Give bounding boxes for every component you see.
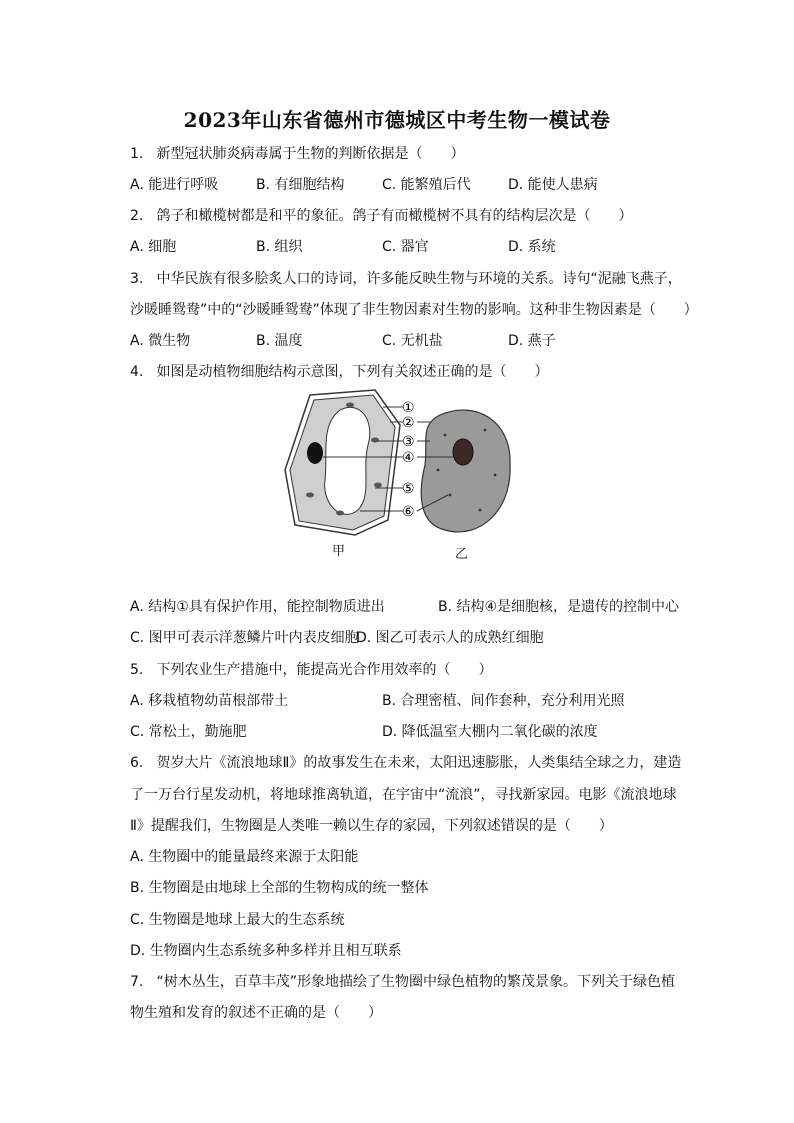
question-number: 5. bbox=[130, 662, 144, 678]
q1-option-b: B. 有细胞结构 bbox=[256, 177, 345, 193]
q2-option-c: C. 器官 bbox=[382, 239, 429, 255]
q4-option-d: D. 图乙可表示人的成熟红细胞 bbox=[356, 630, 544, 646]
q5-option-a: A. 移栽植物幼苗根部带土 bbox=[130, 693, 289, 709]
label-4: ④ bbox=[402, 450, 415, 466]
cytoplasm-dot bbox=[449, 494, 452, 497]
cytoplasm-dot bbox=[437, 469, 440, 472]
plant-nucleus bbox=[307, 442, 323, 464]
q4-option-c: C. 图甲可表示洋葱鳞片叶内表皮细胞 bbox=[130, 630, 359, 646]
question-6 bbox=[130, 754, 681, 772]
question-number: 4. bbox=[130, 364, 144, 380]
question-4 bbox=[130, 363, 548, 381]
exam-title: 2023年山东省德州市德城区中考生物一模试卷 bbox=[183, 108, 611, 132]
q3-option-b: B. 温度 bbox=[256, 333, 303, 349]
q1-option-d: D. 能使人患病 bbox=[508, 177, 598, 193]
chloroplast bbox=[374, 483, 382, 488]
q3-option-a: A. 微生物 bbox=[130, 333, 191, 349]
cell-diagram bbox=[280, 385, 520, 565]
label-2: ② bbox=[402, 415, 415, 431]
q6-option-b: B. 生物圈是由地球上全部的生物构成的统一整体 bbox=[130, 880, 429, 896]
caption-jia: 甲 bbox=[332, 544, 346, 559]
question-text: 中华民族有很多脍炙人口的诗词，许多能反映生物与环境的关系。诗句“泥融飞燕子， bbox=[156, 271, 682, 287]
question-number: 2. bbox=[130, 208, 144, 224]
cytoplasm-dot bbox=[479, 509, 482, 512]
question-text: 如图是动植物细胞结构示意图，下列有关叙述正确的是（ ） bbox=[156, 364, 549, 380]
question-2 bbox=[130, 207, 632, 225]
cell-structure-figure bbox=[280, 385, 520, 565]
label-6: ⑥ bbox=[402, 504, 415, 520]
question-1 bbox=[130, 145, 464, 163]
q6-option-a: A. 生物圈中的能量最终来源于太阳能 bbox=[130, 849, 359, 865]
q2-option-d: D. 系统 bbox=[508, 239, 556, 255]
question-number: 1. bbox=[130, 146, 144, 162]
question-6-continued: Ⅱ》提醒我们，生物圈是人类唯一赖以生存的家园，下列叙述错误的是（ ） bbox=[130, 818, 613, 834]
q3-option-d: D. 燕子 bbox=[508, 333, 556, 349]
q5-option-c: C. 常松土，勤施肥 bbox=[130, 724, 247, 740]
cytoplasm-dot bbox=[444, 434, 447, 437]
q3-option-c: C. 无机盐 bbox=[382, 333, 443, 349]
label-1: ① bbox=[402, 400, 415, 416]
q6-option-d: D. 生物圈内生态系统多种多样并且相互联系 bbox=[130, 943, 402, 959]
question-3-continued: 沙暖睡鸳鸯”中的“沙暖睡鸳鸯”体现了非生物因素对生物的影响。这种非生物因素是（ ） bbox=[130, 302, 698, 318]
caption-yi: 乙 bbox=[455, 547, 469, 562]
question-text: 贺岁大片《流浪地球Ⅱ》的故事发生在未来，太阳迅速膨胀，人类集结全球之力，建造 bbox=[156, 755, 682, 771]
q4-option-a: A. 结构①具有保护作用，能控制物质进出 bbox=[130, 599, 385, 615]
q6-option-c: C. 生物圈是地球上最大的生态系统 bbox=[130, 912, 345, 928]
question-6-continued: 了一万台行星发动机，将地球推离轨道，在宇宙中“流浪”，寻找新家园。电影《流浪地球 bbox=[130, 787, 677, 803]
question-3 bbox=[130, 270, 682, 288]
q5-option-d: D. 降低温室大棚内二氧化碳的浓度 bbox=[382, 724, 598, 740]
question-text: 鸽子和橄榄树都是和平的象征。鸽子有而橄榄树不具有的结构层次是（ ） bbox=[156, 208, 633, 224]
question-number: 3. bbox=[130, 271, 144, 287]
chloroplast bbox=[336, 511, 344, 516]
animal-nucleus bbox=[453, 439, 473, 465]
animal-cell bbox=[421, 410, 510, 532]
q2-option-b: B. 组织 bbox=[256, 239, 303, 255]
q1-option-c: C. 能繁殖后代 bbox=[382, 177, 471, 193]
question-text: 下列农业生产措施中，能提高光合作用效率的（ ） bbox=[156, 662, 493, 678]
question-number: 7. bbox=[130, 974, 144, 990]
q5-option-b: B. 合理密植、间作套种，充分利用光照 bbox=[382, 693, 625, 709]
question-text: “树木丛生，百草丰茂”形象地描绘了生物圈中绿色植物的繁茂景象。下列关于绿色植 bbox=[156, 974, 675, 990]
q1-option-a: A. 能进行呼吸 bbox=[130, 177, 219, 193]
question-7 bbox=[130, 973, 675, 991]
cytoplasm-dot bbox=[494, 474, 497, 477]
q2-option-a: A. 细胞 bbox=[130, 239, 177, 255]
chloroplast bbox=[306, 493, 314, 498]
cytoplasm-dot bbox=[484, 429, 487, 432]
chloroplast bbox=[371, 438, 379, 443]
question-7-continued: 物生殖和发育的叙述不正确的是（ ） bbox=[130, 1005, 382, 1021]
q4-option-b: B. 结构④是细胞核，是遗传的控制中心 bbox=[438, 599, 680, 615]
question-text: 新型冠状肺炎病毒属于生物的判断依据是（ ） bbox=[156, 146, 465, 162]
plant-vacuole bbox=[325, 407, 370, 514]
label-5: ⑤ bbox=[402, 481, 415, 497]
label-3: ③ bbox=[402, 434, 415, 450]
question-number: 6. bbox=[130, 755, 144, 771]
question-5 bbox=[130, 661, 492, 679]
chloroplast bbox=[346, 403, 354, 408]
